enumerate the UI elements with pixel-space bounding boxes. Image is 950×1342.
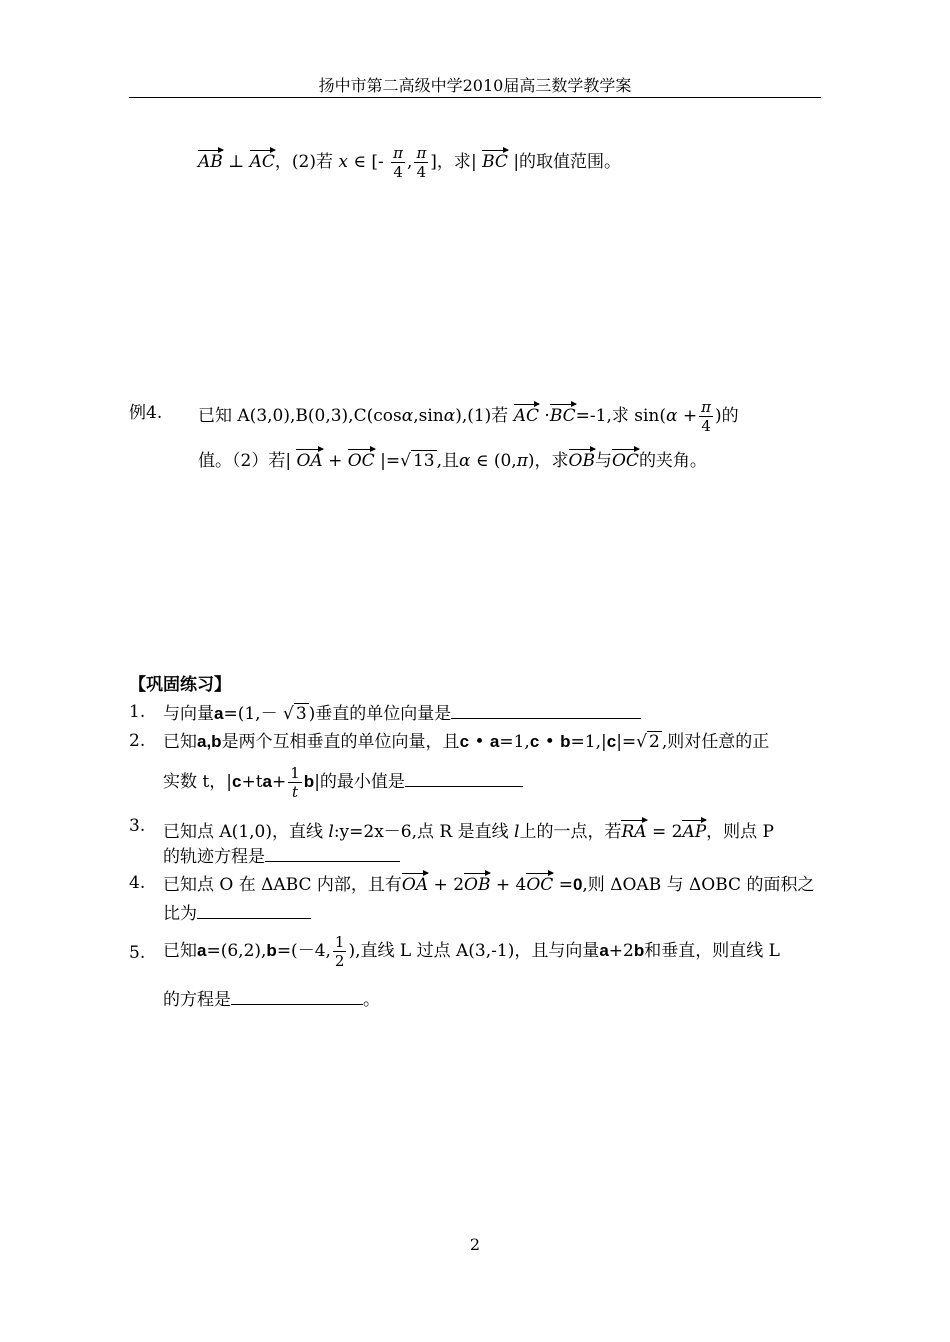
abs-open: | (470, 152, 477, 172)
q2-line2: 实数 t，|c+ta+ $\frac{1}{t}$ b|的最小值是 (163, 764, 523, 801)
vector-OA: OA (296, 447, 322, 470)
q5-number: 5. (129, 943, 146, 963)
vector-AP: AP (682, 818, 706, 841)
q3-line1: 已知点 A(1,0)，直线 l:y=2x－6,点 R 是直线 l上的一点，若RA = 2AP，则点 P (163, 818, 774, 841)
q5-line2: 的方程是 。 (163, 990, 380, 1010)
fraction-pi-over-4-right: $\frac{\pi}{4}$ (416, 144, 427, 181)
sqrt-13: √ 13 (400, 451, 435, 471)
vector-OC: OC (348, 447, 375, 470)
example4-label: 例4. (129, 403, 163, 423)
continuation-line (198, 144, 621, 181)
q4-number: 4. (129, 873, 146, 893)
vector-BC: BC (550, 402, 576, 425)
sqrt-3: √ 3 (282, 704, 307, 724)
q5-answer-blank[interactable] (231, 990, 363, 1005)
q4-answer-blank[interactable] (197, 904, 311, 919)
variable-x: x (338, 152, 348, 172)
vector-OC: OC (526, 871, 553, 894)
example4-line1: 已知 A(3,0),B(0,3),C(cosα,sinα),(1)若 AC ·BC=-1,求 sin(α + $\frac{\pi}{4}$ )的 (198, 398, 739, 435)
q2-number: 2. (129, 731, 146, 751)
q3-number: 3. (129, 816, 146, 836)
q4-line2: 比为 (163, 904, 311, 923)
practice-section-title: 【巩固练习】 (129, 675, 231, 695)
interval-close: ]，求 (430, 152, 471, 172)
vector-OB: OB (464, 871, 490, 894)
fraction-pi-over-4: $\frac{\pi}{4}$ (701, 398, 712, 435)
condition-prefix: ，(2)若 (274, 152, 333, 172)
q3-answer-blank[interactable] (265, 847, 400, 862)
vector-OB: OB (569, 447, 595, 470)
interval-open: ∈ [- (353, 152, 384, 172)
example4-line2: 值。（2）若| OA + OC |=√ 13 ,且α ∈ (0,π)，求OB与OC的夹角。 (198, 447, 707, 470)
vector-AC: AC (250, 148, 275, 171)
q5-line1: 已知a=(6,2),b=(－4, $\frac{1}{2}$ ),直线 L 过点 A(3,-1)，且与向量a+2b和垂直，则直线 L (163, 933, 780, 970)
q1-number: 1. (129, 702, 146, 722)
q2-answer-blank[interactable] (405, 772, 523, 787)
q1-answer-blank[interactable] (451, 704, 641, 719)
interval-comma: , (407, 152, 413, 172)
q2-line1: 已知a,b是两个互相垂直的单位向量，且c • a=1,c • b=1,|c|=√ 2 ,则对任意的正 (163, 732, 770, 752)
vector-OC: OC (612, 447, 639, 470)
abs-close: | (513, 152, 520, 172)
sqrt-2: √ 2 (636, 732, 660, 752)
vector-RA: RA (621, 818, 646, 841)
vector-AC: AC (514, 402, 539, 425)
q1-text: 与向量a=(1,－ √ 3 )垂直的单位向量是 (163, 704, 641, 723)
fraction-1-over-2: $\frac{1}{2}$ (334, 933, 345, 970)
vector-AB: AB (198, 148, 223, 171)
q4-line1: 已知点 O 在 ΔABC 内部，且有OA + 2OB + 4OC =0,则 ΔOAB 与 ΔOBC 的面积之 (163, 871, 814, 894)
vector-BC: BC (482, 148, 508, 171)
fraction-pi-over-4-left: $\frac{\pi}{4}$ (393, 144, 404, 181)
ask-range: 的取值范围。 (519, 152, 622, 172)
header-rule (129, 97, 821, 98)
perp-symbol: ⊥ (228, 152, 245, 172)
q3-line2: 的轨迹方程是 (163, 847, 400, 866)
page-number: 2 (469, 1235, 481, 1254)
page-header-title: 扬中市第二高级中学2010届高三数学教学案 (318, 76, 632, 95)
vector-OA: OA (402, 871, 428, 894)
fraction-1-over-t: $\frac{1}{t}$ (290, 764, 300, 801)
